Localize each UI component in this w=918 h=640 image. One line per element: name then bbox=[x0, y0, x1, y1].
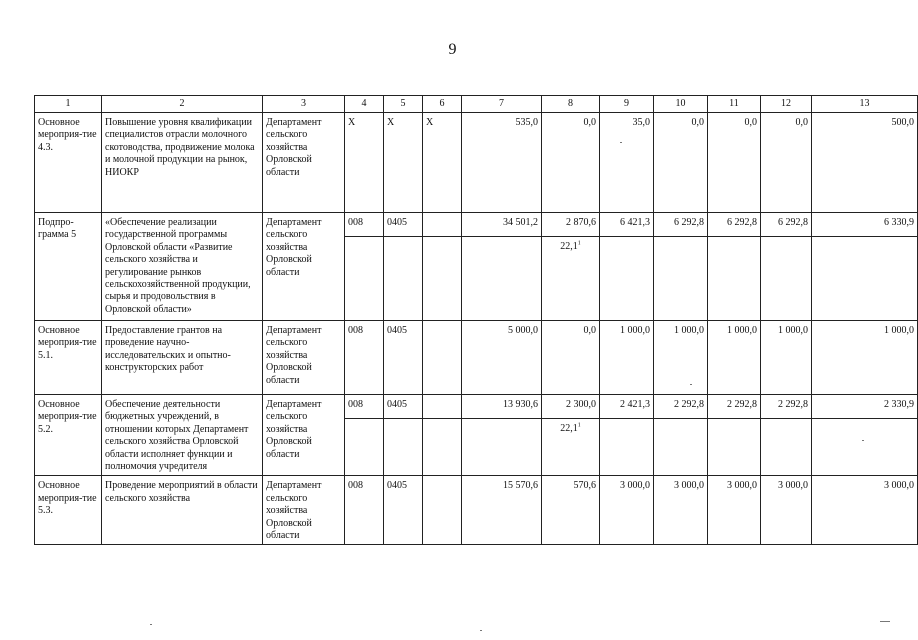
empty-cell bbox=[600, 237, 654, 321]
page-number: 9 bbox=[448, 41, 457, 58]
value-cell: 3 000,0 bbox=[600, 476, 654, 545]
title-cell: Обеспечение деятельности бюджетных учреждений, в отношении которых Департамент сельского хозяйства Орловской области исполняет функции и полномочия учредителя bbox=[102, 395, 263, 476]
value-cell: 15 570,6 bbox=[462, 476, 542, 545]
code-cell: 008 bbox=[345, 395, 384, 419]
empty-cell bbox=[708, 237, 761, 321]
header-cell: 5 bbox=[384, 96, 423, 113]
title-cell: Проведение мероприятий в области сельского хозяйства bbox=[102, 476, 263, 545]
code-cell: Х bbox=[384, 113, 423, 213]
empty-cell bbox=[423, 419, 462, 476]
table-row bbox=[35, 113, 918, 213]
value-cell: 1 000,0 bbox=[654, 321, 708, 395]
empty-cell bbox=[812, 237, 918, 321]
table-row bbox=[35, 476, 918, 545]
value-cell: 6 292,8 bbox=[708, 213, 761, 237]
value-cell: 0,0 bbox=[708, 113, 761, 213]
table-row bbox=[35, 213, 918, 237]
value-cell: 3 000,0 bbox=[654, 476, 708, 545]
title-cell: Предоставление грантов на проведение научно-исследовательских и опытно-конструкторских работ bbox=[102, 321, 263, 395]
value-cell: 34 501,2 bbox=[462, 213, 542, 237]
value-cell: 0,0 bbox=[761, 113, 812, 213]
value-cell: 0,0 bbox=[542, 113, 600, 213]
empty-cell bbox=[761, 419, 812, 476]
header-cell: 9 bbox=[600, 96, 654, 113]
code-cell: 0405 bbox=[384, 321, 423, 395]
header-row bbox=[35, 96, 918, 113]
value-cell: 6 421,3 bbox=[600, 213, 654, 237]
department-cell: Департамент сельского хозяйства Орловской области bbox=[263, 395, 345, 476]
title-cell: «Обеспечение реализации государственной программы Орловской области «Развитие сельского хозяйства и регулирование рынков сельскохозяйственной продукции, сырья и продовольствия в Орловской области» bbox=[102, 213, 263, 321]
value-cell: 6 330,9 bbox=[812, 213, 918, 237]
scan-speck bbox=[690, 384, 692, 385]
header-cell: 13 bbox=[812, 96, 918, 113]
empty-cell bbox=[462, 237, 542, 321]
empty-cell bbox=[384, 419, 423, 476]
empty-cell bbox=[812, 419, 918, 476]
empty-cell bbox=[345, 237, 384, 321]
scan-speck bbox=[150, 624, 152, 625]
program-table bbox=[34, 95, 918, 545]
empty-cell bbox=[761, 237, 812, 321]
empty-cell bbox=[708, 419, 761, 476]
empty-cell bbox=[423, 237, 462, 321]
value-cell: 3 000,0 bbox=[812, 476, 918, 545]
code-cell bbox=[423, 321, 462, 395]
value-cell: 570,6 bbox=[542, 476, 600, 545]
value-cell: 2 300,0 bbox=[542, 395, 600, 419]
scan-speck bbox=[880, 621, 890, 622]
header-cell: 8 bbox=[542, 96, 600, 113]
header-cell: 6 bbox=[423, 96, 462, 113]
subvalue-text: 22,1 bbox=[560, 423, 578, 435]
subvalue-cell bbox=[542, 419, 600, 476]
footnote-mark: 1 bbox=[577, 240, 581, 247]
event-cell: Подпро-грамма 5 bbox=[35, 213, 102, 321]
empty-cell bbox=[345, 419, 384, 476]
subvalue-text: 22,1 bbox=[560, 241, 578, 252]
value-cell: 13 930,6 bbox=[462, 395, 542, 419]
value-cell: 2 330,9 bbox=[812, 395, 918, 419]
code-cell: 008 bbox=[345, 321, 384, 395]
scan-speck bbox=[480, 630, 482, 631]
value-cell: 1 000,0 bbox=[600, 321, 654, 395]
value-cell: 5 000,0 bbox=[462, 321, 542, 395]
value-cell: 0,0 bbox=[654, 113, 708, 213]
value-cell: 2 292,8 bbox=[761, 395, 812, 419]
event-cell: Основное мероприя-тие 5.2. bbox=[35, 395, 102, 476]
event-cell: Основное мероприя-тие 5.1. bbox=[35, 321, 102, 395]
code-cell bbox=[423, 213, 462, 237]
value-cell: 3 000,0 bbox=[761, 476, 812, 545]
event-cell: Основное мероприя-тие 5.3. bbox=[35, 476, 102, 545]
header-cell: 3 bbox=[263, 96, 345, 113]
value-cell: 2 292,8 bbox=[708, 395, 761, 419]
value-cell: 6 292,8 bbox=[761, 213, 812, 237]
table-body bbox=[35, 96, 918, 545]
scan-speck bbox=[862, 440, 864, 441]
value-cell: 1 000,0 bbox=[812, 321, 918, 395]
code-cell: 0405 bbox=[384, 213, 423, 237]
value-cell: 3 000,0 bbox=[708, 476, 761, 545]
department-cell: Департамент сельского хозяйства Орловской области bbox=[263, 113, 345, 213]
value-cell: 1 000,0 bbox=[708, 321, 761, 395]
department-cell: Департамент сельского хозяйства Орловской области bbox=[263, 213, 345, 321]
value-cell: 2 421,3 bbox=[600, 395, 654, 419]
department-cell: Департамент сельского хозяйства Орловской области bbox=[263, 476, 345, 545]
code-cell bbox=[423, 395, 462, 419]
event-cell: Основное мероприя-тие 4.3. bbox=[35, 113, 102, 213]
empty-cell bbox=[462, 419, 542, 476]
code-cell: Х bbox=[345, 113, 384, 213]
header-cell: 4 bbox=[345, 96, 384, 113]
header-cell: 1 bbox=[35, 96, 102, 113]
code-cell: 0405 bbox=[384, 395, 423, 419]
table-row bbox=[35, 395, 918, 419]
value-cell: 1 000,0 bbox=[761, 321, 812, 395]
code-cell: Х bbox=[423, 113, 462, 213]
header-cell: 10 bbox=[654, 96, 708, 113]
scan-speck bbox=[620, 142, 622, 143]
empty-cell bbox=[600, 419, 654, 476]
value-cell: 535,0 bbox=[462, 113, 542, 213]
empty-cell bbox=[654, 237, 708, 321]
empty-cell bbox=[384, 237, 423, 321]
department-cell: Департамент сельского хозяйства Орловской области bbox=[263, 321, 345, 395]
value-cell: 0,0 bbox=[542, 321, 600, 395]
value-cell: 500,0 bbox=[812, 113, 918, 213]
code-cell: 008 bbox=[345, 213, 384, 237]
empty-cell bbox=[654, 419, 708, 476]
code-cell bbox=[423, 476, 462, 545]
value-cell: 2 292,8 bbox=[654, 395, 708, 419]
value-cell: 6 292,8 bbox=[654, 213, 708, 237]
title-cell: Повышение уровня квалификации специалистов отрасли молочного скотоводства, продвижение молока и молочной продукции на рынок, НИОКР bbox=[102, 113, 263, 213]
header-cell: 11 bbox=[708, 96, 761, 113]
footnote-mark: 1 bbox=[577, 423, 581, 430]
code-cell: 008 bbox=[345, 476, 384, 545]
subvalue-cell bbox=[542, 237, 600, 321]
code-cell: 0405 bbox=[384, 476, 423, 545]
header-cell: 12 bbox=[761, 96, 812, 113]
value-cell: 35,0 bbox=[600, 113, 654, 213]
header-cell: 7 bbox=[462, 96, 542, 113]
header-cell: 2 bbox=[102, 96, 263, 113]
value-cell: 2 870,6 bbox=[542, 213, 600, 237]
table-row bbox=[35, 321, 918, 395]
